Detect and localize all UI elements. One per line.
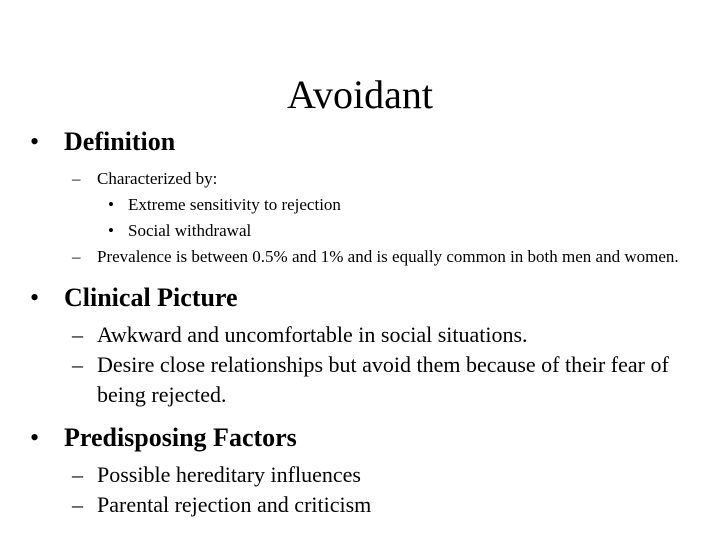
section-heading-text: Definition <box>64 127 176 156</box>
list-item-text: Prevalence is between 0.5% and 1% and is equally common in both men and women. <box>97 247 679 266</box>
list-item-text: Parental rejection and criticism <box>97 492 372 517</box>
section-heading-clinical-picture <box>30 282 690 314</box>
list-item <box>30 244 690 270</box>
section-heading-text: Predisposing Factors <box>64 423 297 452</box>
list-item-text: Awkward and uncomfortable in social situations. <box>97 322 528 347</box>
list-item <box>30 460 690 490</box>
dash-icon: – <box>72 352 83 377</box>
sub-list-item <box>30 218 690 244</box>
bullet-icon: • <box>30 283 40 312</box>
dash-icon: – <box>72 247 81 266</box>
slide-body <box>30 126 690 520</box>
dash-icon: – <box>72 169 81 188</box>
list-item <box>30 490 690 520</box>
bullet-icon: • <box>30 423 40 452</box>
dash-icon: – <box>72 462 83 487</box>
section-heading-predisposing-factors <box>30 422 690 454</box>
section-heading-definition <box>30 126 690 158</box>
section-heading-text: Clinical Picture <box>64 283 238 312</box>
bullet-icon: • <box>108 221 114 240</box>
dash-icon: – <box>72 492 83 517</box>
sub-list-item-text: Extreme sensitivity to rejection <box>128 195 341 214</box>
list-item <box>30 166 690 192</box>
dash-icon: – <box>72 322 83 347</box>
list-item <box>30 350 690 410</box>
bullet-icon: • <box>108 195 114 214</box>
bullet-icon: • <box>30 127 40 156</box>
list-item-text: Possible hereditary influences <box>97 462 361 487</box>
sub-list-item-text: Social withdrawal <box>128 221 252 240</box>
sub-list-item <box>30 192 690 218</box>
list-item-text: Desire close relationships but avoid them because of their fear of being rejected. <box>97 352 669 407</box>
slide-title-text: Avoidant <box>287 72 433 117</box>
list-item <box>30 320 690 350</box>
list-item-text: Characterized by: <box>97 169 218 188</box>
slide-title <box>0 72 720 118</box>
